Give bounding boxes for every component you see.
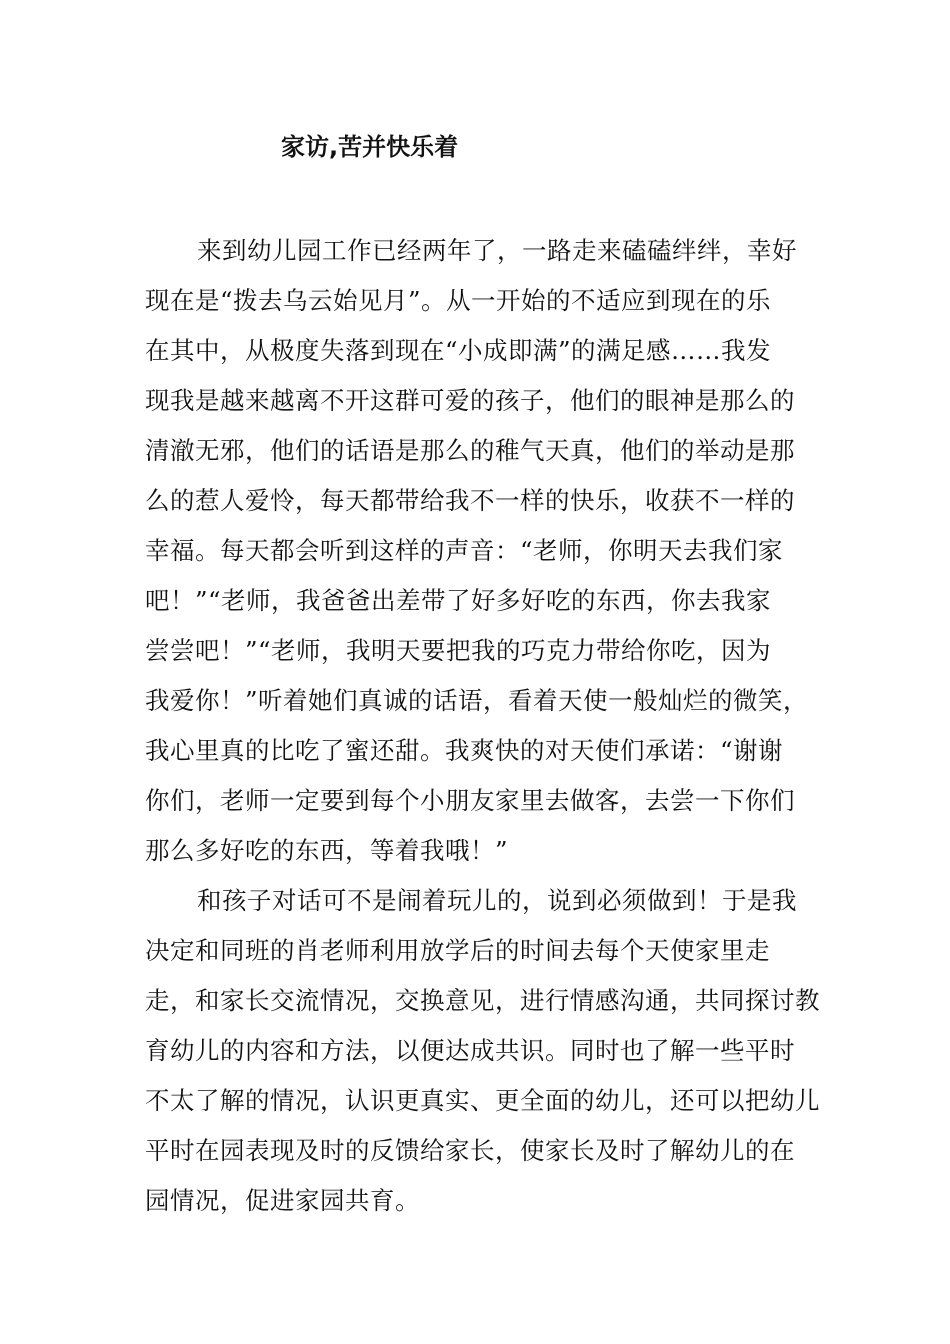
paragraph-line: 么的惹人爱怜，每天都带给我不一样的快乐，收获不一样的 xyxy=(145,486,795,515)
paragraph-line: 在其中，从极度失落到现在“小成即满”的满足感……我发 xyxy=(145,336,772,365)
paragraph-line: 那么多好吃的东西，等着我哦！” xyxy=(145,836,509,865)
paragraph-line: 现我是越来越离不开这群可爱的孩子，他们的眼神是那么的 xyxy=(145,386,795,415)
paragraph-line: 平时在园表现及时的反馈给家长，使家长及时了解幼儿的在 xyxy=(145,1136,795,1165)
paragraph-line: 我爱你！”听着她们真诚的话语，看着天使一般灿烂的微笑， xyxy=(145,686,809,715)
paragraph-line: 来到幼儿园工作已经两年了，一路走来磕磕绊绊，幸好 xyxy=(197,236,797,265)
paragraph-line: 走，和家长交流情况，交换意见，进行情感沟通，共同探讨教 xyxy=(145,986,820,1015)
paragraph-line: 尝尝吧！”“老师，我明天要把我的巧克力带给你吃，因为 xyxy=(145,636,772,665)
paragraph-line: 你们，老师一定要到每个小朋友家里去做客，去尝一下你们 xyxy=(145,786,795,815)
document-title: 家访,苦并快乐着 xyxy=(281,133,459,161)
paragraph-line: 不太了解的情况，认识更真实、更全面的幼儿，还可以把幼儿 xyxy=(145,1086,820,1115)
paragraph-line: 育幼儿的内容和方法，以便达成共识。同时也了解一些平时 xyxy=(145,1036,795,1065)
paragraph-line: 和孩子对话可不是闹着玩儿的，说到必须做到！于是我 xyxy=(197,886,797,915)
paragraph-1 xyxy=(145,226,835,876)
paragraph-line: 我心里真的比吃了蜜还甜。我爽快的对天使们承诺：“谢谢 xyxy=(145,736,784,765)
paragraph-line: 现在是“拨去乌云始见月”。从一开始的不适应到现在的乐 xyxy=(145,286,772,315)
paragraph-line: 决定和同班的肖老师利用放学后的时间去每个天使家里走 xyxy=(145,936,770,965)
paragraph-line: 幸福。每天都会听到这样的声音：“老师，你明天去我们家 xyxy=(145,536,784,565)
paragraph-line: 吧！”“老师，我爸爸出差带了好多好吃的东西，你去我家 xyxy=(145,586,772,615)
paragraph-line: 园情况，促进家园共育。 xyxy=(145,1186,420,1215)
paragraph-line: 清澈无邪，他们的话语是那么的稚气天真，他们的举动是那 xyxy=(145,436,795,465)
paragraph-2 xyxy=(145,876,835,1226)
document-body xyxy=(145,226,835,1226)
